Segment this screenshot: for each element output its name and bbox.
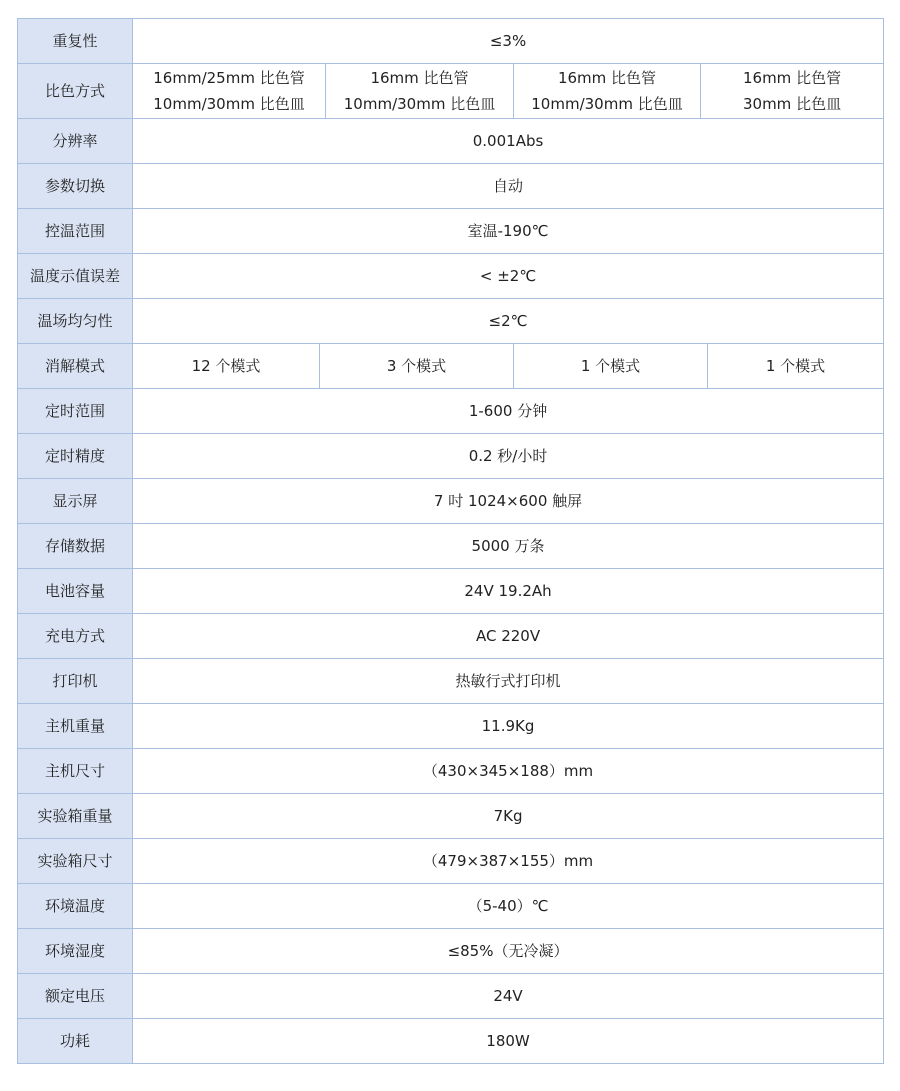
- row-label: 参数切换: [18, 164, 133, 209]
- row-label: 功耗: [18, 1019, 133, 1064]
- table-row: [18, 1019, 884, 1064]
- table-row: [18, 614, 884, 659]
- row-label: 显示屏: [18, 479, 133, 524]
- row-label: 定时范围: [18, 389, 133, 434]
- row-label: 比色方式: [18, 64, 133, 119]
- row-label: 环境湿度: [18, 929, 133, 974]
- table-row: [18, 164, 884, 209]
- row-label: 定时精度: [18, 434, 133, 479]
- row-label: 温场均匀性: [18, 299, 133, 344]
- row-label: 消解模式: [18, 344, 133, 389]
- row-value: ≤2℃: [133, 299, 884, 344]
- table-row: [18, 209, 884, 254]
- mode-cell: 12 个模式: [133, 344, 320, 389]
- table-row: [18, 884, 884, 929]
- table-row: [18, 749, 884, 794]
- cell-line: 10mm/30mm 比色皿: [531, 95, 683, 113]
- row-value: 室温-190℃: [133, 209, 884, 254]
- table-row: [18, 389, 884, 434]
- row-value: 11.9Kg: [133, 704, 884, 749]
- table-row: [18, 299, 884, 344]
- row-label: 额定电压: [18, 974, 133, 1019]
- row-label: 存储数据: [18, 524, 133, 569]
- row-value: 0.2 秒/小时: [133, 434, 884, 479]
- table-row: [18, 659, 884, 704]
- row-value: 5000 万条: [133, 524, 884, 569]
- row-label: 重复性: [18, 19, 133, 64]
- table-row: [18, 434, 884, 479]
- mode-cell: 3 个模式: [320, 344, 514, 389]
- row-value: AC 220V: [133, 614, 884, 659]
- table-row: [18, 19, 884, 64]
- cell-line: 16mm 比色管: [557, 69, 657, 87]
- row-label: 温度示值误差: [18, 254, 133, 299]
- row-value: 0.001Abs: [133, 119, 884, 164]
- table-row: [18, 524, 884, 569]
- cell-line: 30mm 比色皿: [742, 95, 842, 113]
- table-row: [18, 974, 884, 1019]
- row-label: 分辨率: [18, 119, 133, 164]
- table-row: [18, 569, 884, 614]
- row-value: 热敏行式打印机: [133, 659, 884, 704]
- table-row: [18, 254, 884, 299]
- spec-table: [17, 18, 884, 1064]
- mode-cell: 1 个模式: [514, 344, 708, 389]
- cell-line: 16mm 比色管: [370, 69, 469, 87]
- row-label: 环境温度: [18, 884, 133, 929]
- row-label: 控温范围: [18, 209, 133, 254]
- row-label: 电池容量: [18, 569, 133, 614]
- table-row: [18, 344, 884, 389]
- cell-line: 10mm/30mm 比色皿: [343, 95, 496, 113]
- row-label: 主机重量: [18, 704, 133, 749]
- row-label: 主机尺寸: [18, 749, 133, 794]
- row-label: 打印机: [18, 659, 133, 704]
- row-value: 1-600 分钟: [133, 389, 884, 434]
- table-row: [18, 794, 884, 839]
- row-value: 180W: [133, 1019, 884, 1064]
- cuvette-cell: [514, 64, 701, 119]
- table-row: [18, 839, 884, 884]
- row-label: 充电方式: [18, 614, 133, 659]
- mode-cell: 1 个模式: [708, 344, 884, 389]
- row-value: 7Kg: [133, 794, 884, 839]
- table-row: [18, 479, 884, 524]
- row-label: 实验箱尺寸: [18, 839, 133, 884]
- cuvette-cell: [326, 64, 514, 119]
- table-row: [18, 704, 884, 749]
- row-value: （5-40）℃: [133, 884, 884, 929]
- table-row: [18, 64, 884, 119]
- cell-line: 10mm/30mm 比色皿: [153, 95, 305, 113]
- cuvette-cell: [133, 64, 326, 119]
- row-value: （430×345×188）mm: [133, 749, 884, 794]
- row-value: （479×387×155）mm: [133, 839, 884, 884]
- cuvette-cell: [701, 64, 884, 119]
- row-value: < ±2℃: [133, 254, 884, 299]
- row-value: 7 吋 1024×600 触屏: [133, 479, 884, 524]
- row-value: 24V 19.2Ah: [133, 569, 884, 614]
- row-value: 24V: [133, 974, 884, 1019]
- table-row: [18, 929, 884, 974]
- cell-line: 16mm/25mm 比色管: [153, 69, 305, 87]
- row-value: ≤3%: [133, 19, 884, 64]
- row-label: 实验箱重量: [18, 794, 133, 839]
- row-value: 自动: [133, 164, 884, 209]
- row-value: ≤85%（无冷凝）: [133, 929, 884, 974]
- table-row: [18, 119, 884, 164]
- cell-line: 16mm 比色管: [742, 69, 842, 87]
